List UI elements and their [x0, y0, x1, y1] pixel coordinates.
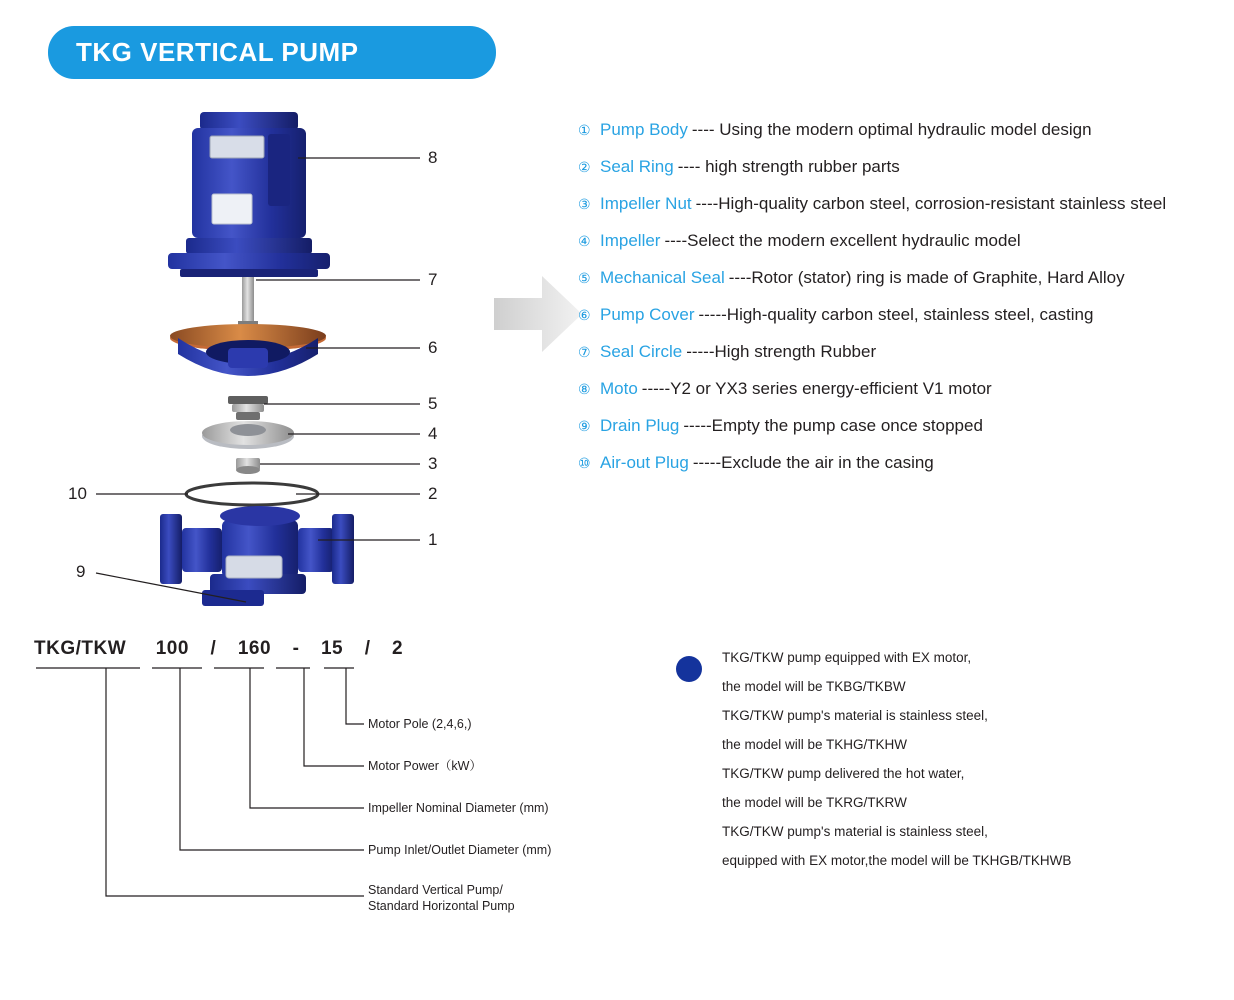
model-part-series: TKG/TKW: [34, 638, 127, 659]
model-part-pole: 2: [392, 638, 404, 659]
pump-cover: [170, 324, 326, 376]
legend-desc-5: ----Rotor (stator) ring is made of Graphite, Hard Alloy: [728, 268, 1125, 287]
legend-term-10: Air-out Plug: [600, 453, 689, 472]
legend-marker-5: ⑤: [578, 270, 591, 286]
legend-item-7: [578, 342, 1228, 362]
legend-term-3: Impeller Nut: [600, 194, 692, 213]
model-label-motor-pole: Motor Pole (2,4,6,): [368, 717, 472, 731]
legend-marker-3: ③: [578, 196, 591, 212]
parts-legend: [578, 120, 1228, 490]
note-line-4: the model will be TKHG/TKHW: [722, 737, 908, 752]
note-line-5: TKG/TKW pump delivered the hot water,: [722, 766, 965, 781]
note-line-2: the model will be TKBG/TKBW: [722, 679, 906, 694]
model-label-inlet-dia: Pump Inlet/Outlet Diameter (mm): [368, 843, 552, 857]
model-sep-2: -: [292, 638, 300, 659]
legend-desc-3: ----High-quality carbon steel, corrosion-resistant stainless steel: [695, 194, 1167, 213]
legend-marker-2: ②: [578, 159, 591, 175]
legend-desc-6: -----High-quality carbon steel, stainless steel, casting: [698, 305, 1094, 324]
bullet-icon: [676, 656, 702, 682]
legend-term-8: Moto: [600, 379, 638, 398]
legend-desc-4: ----Select the modern excellent hydraulic model: [664, 231, 1021, 250]
callout-2: 2: [428, 484, 438, 503]
legend-desc-9: -----Empty the pump case once stopped: [683, 416, 983, 435]
note-line-7: TKG/TKW pump's material is stainless steel,: [722, 824, 988, 839]
legend-desc-7: -----High strength Rubber: [686, 342, 877, 361]
model-label-impeller-dia: Impeller Nominal Diameter (mm): [368, 801, 549, 815]
model-variant-notes: [676, 650, 1196, 882]
callout-10: 10: [68, 484, 87, 503]
legend-term-6: Pump Cover: [600, 305, 695, 324]
arrow-icon: [492, 272, 584, 356]
legend-term-5: Mechanical Seal: [600, 268, 725, 287]
model-part-power: 15: [320, 638, 344, 659]
callout-1: 1: [428, 530, 438, 549]
legend-item-6: [578, 305, 1228, 325]
callout-4: 4: [428, 424, 438, 443]
legend-marker-7: ⑦: [578, 344, 591, 360]
legend-marker-1: ①: [578, 122, 591, 138]
model-label-standard-horizontal: Standard Horizontal Pump: [368, 899, 515, 913]
model-label-motor-power: Motor Power（kW）: [368, 759, 482, 773]
callout-6: 6: [428, 338, 438, 357]
legend-item-8: [578, 379, 1228, 399]
callout-7: 7: [428, 270, 438, 289]
model-part-impeller: 160: [237, 638, 272, 659]
impeller-nut: [236, 458, 260, 474]
legend-desc-2: ---- high strength rubber parts: [677, 157, 900, 176]
legend-term-2: Seal Ring: [600, 157, 674, 176]
legend-item-10: [578, 453, 1228, 473]
mechanical-seal: [228, 396, 268, 420]
model-label-standard-vertical: Standard Vertical Pump/: [368, 883, 503, 897]
legend-marker-10: ⑩: [578, 455, 591, 471]
note-line-6: the model will be TKRG/TKRW: [722, 795, 907, 810]
legend-item-3: [578, 194, 1228, 214]
page-title: TKG VERTICAL PUMP: [76, 37, 359, 67]
legend-desc-8: -----Y2 or YX3 series energy-efficient V1 motor: [641, 379, 992, 398]
model-part-inlet: 100: [155, 638, 189, 659]
exploded-pump-illustration: [60, 90, 520, 610]
legend-item-4: [578, 231, 1228, 251]
impeller: [202, 421, 294, 449]
legend-marker-4: ④: [578, 233, 591, 249]
legend-item-1: [578, 120, 1228, 140]
model-sep-3: /: [364, 638, 371, 659]
callout-8: 8: [428, 148, 438, 167]
model-sep-1: /: [210, 638, 217, 659]
legend-term-4: Impeller: [600, 231, 661, 250]
legend-item-9: [578, 416, 1228, 436]
legend-marker-8: ⑧: [578, 381, 591, 397]
legend-desc-10: -----Exclude the air in the casing: [692, 453, 934, 472]
note-line-3: TKG/TKW pump's material is stainless steel,: [722, 708, 988, 723]
legend-term-1: Pump Body: [600, 120, 688, 139]
callout-3: 3: [428, 454, 438, 473]
callout-5: 5: [428, 394, 438, 413]
legend-term-9: Drain Plug: [600, 416, 680, 435]
legend-term-7: Seal Circle: [600, 342, 683, 361]
motor-assembly: [168, 112, 330, 277]
legend-item-5: [578, 268, 1228, 288]
note-line-8: equipped with EX motor,the model will be TKHGB/TKHWB: [722, 853, 1072, 868]
note-line-1: TKG/TKW pump equipped with EX motor,: [722, 650, 972, 665]
legend-marker-9: ⑨: [578, 418, 591, 434]
legend-desc-1: ---- Using the modern optimal hydraulic model design: [691, 120, 1092, 139]
page-title-banner: [48, 26, 496, 79]
legend-item-2: [578, 157, 1228, 177]
callout-9: 9: [76, 562, 86, 581]
legend-marker-6: ⑥: [578, 307, 591, 323]
model-code-breakdown: [28, 630, 628, 970]
